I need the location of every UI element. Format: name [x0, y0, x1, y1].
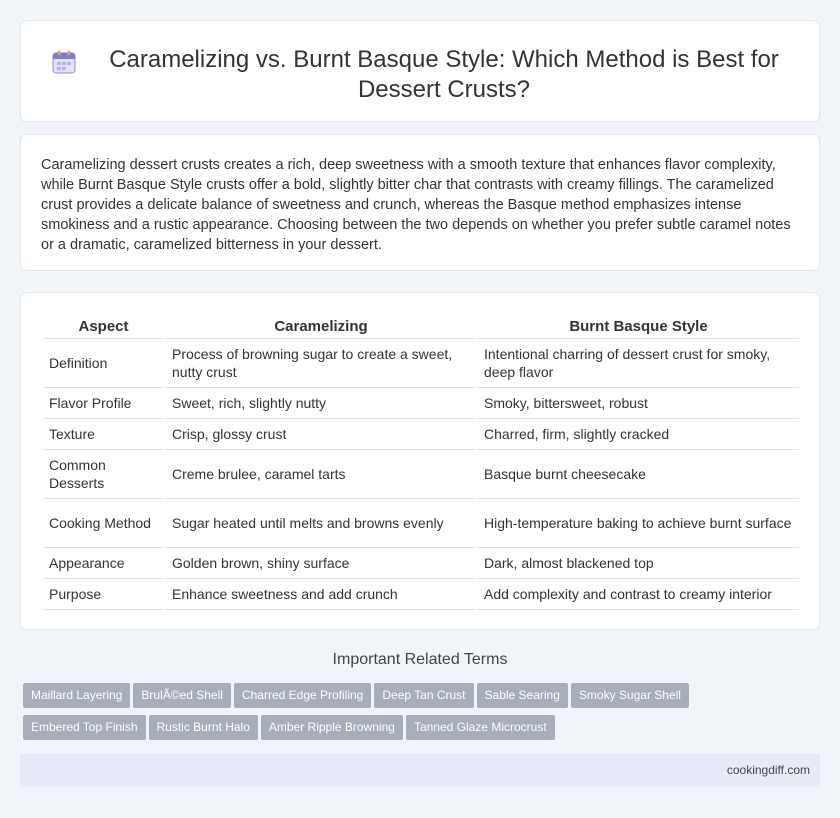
header-aspect: Aspect [43, 315, 165, 338]
row-burnt-basque: Add complexity and contrast to creamy interior [477, 578, 799, 609]
row-burnt-basque: Intentional charring of dessert crust for smoky, deep flavor [477, 338, 799, 387]
term-tag[interactable]: Amber Ripple Browning [261, 715, 403, 740]
row-aspect: Cooking Method [43, 498, 165, 547]
row-burnt-basque: High-temperature baking to achieve burnt surface [477, 498, 799, 547]
table-row [43, 387, 799, 418]
term-tag[interactable]: Maillard Layering [23, 683, 130, 708]
term-tag[interactable]: Tanned Glaze Microcrust [406, 715, 555, 740]
row-caramelizing: Golden brown, shiny surface [165, 547, 477, 578]
row-caramelizing: Crisp, glossy crust [165, 418, 477, 449]
header-burnt-basque: Burnt Basque Style [477, 315, 799, 338]
row-caramelizing: Creme brulee, caramel tarts [165, 449, 477, 498]
term-tag[interactable]: Smoky Sugar Shell [571, 683, 689, 708]
row-caramelizing: Sugar heated until melts and browns evenly [165, 498, 477, 547]
title-card [20, 20, 820, 122]
row-burnt-basque: Smoky, bittersweet, robust [477, 387, 799, 418]
term-tag[interactable]: Embered Top Finish [23, 715, 146, 740]
table-row [43, 418, 799, 449]
row-caramelizing: Process of browning sugar to create a sweet, nutty crust [165, 338, 477, 387]
header-caramelizing: Caramelizing [165, 315, 477, 338]
table-row [43, 547, 799, 578]
row-burnt-basque: Dark, almost blackened top [477, 547, 799, 578]
table-header-row [43, 315, 799, 338]
title-wrap [21, 21, 819, 105]
table-row [43, 449, 799, 498]
table-row [43, 578, 799, 609]
summary-text: Caramelizing dessert crusts creates a rich, deep sweetness with a smooth texture that enhances flavor complexity, while Burnt Basque Style crusts offer a bold, slightly bitter char that contrasts with creamy fillings. The caramelized crust provides a delicate balance of sweetness and crunch, whereas the Basque method emphasizes intense smokiness and a rustic appearance. Choosing between the two depends on whether you prefer subtle caramel notes or a dramatic, caramelized bitterness in your dessert. [41, 157, 791, 253]
term-tag[interactable]: BrulÃ©ed Shell [133, 683, 231, 708]
row-aspect: Flavor Profile [43, 387, 165, 418]
row-aspect: Texture [43, 418, 165, 449]
table-row [43, 338, 799, 387]
term-tag[interactable]: Sable Searing [477, 683, 568, 708]
row-burnt-basque: Charred, firm, slightly cracked [477, 418, 799, 449]
comparison-table [43, 315, 799, 610]
row-aspect: Purpose [43, 578, 165, 609]
table-row [43, 498, 799, 547]
footer-site-link[interactable]: cookingdiff.com [726, 763, 810, 777]
row-burnt-basque: Basque burnt cheesecake [477, 449, 799, 498]
related-terms-heading: Important Related Terms [332, 651, 508, 668]
term-tag[interactable]: Deep Tan Crust [374, 683, 473, 708]
footer [20, 754, 820, 787]
row-caramelizing: Sweet, rich, slightly nutty [165, 387, 477, 418]
summary-card [20, 134, 820, 271]
calendar-icon [51, 49, 77, 75]
related-terms-list [23, 683, 823, 747]
term-tag[interactable]: Rustic Burnt Halo [149, 715, 258, 740]
row-aspect: Appearance [43, 547, 165, 578]
row-aspect: Common Desserts [43, 449, 165, 498]
comparison-card [20, 292, 820, 630]
row-aspect: Definition [43, 338, 165, 387]
page-title: Caramelizing vs. Burnt Basque Style: Which Method is Best for Dessert Crusts? [109, 46, 779, 103]
term-tag[interactable]: Charred Edge Profiling [234, 683, 371, 708]
row-caramelizing: Enhance sweetness and add crunch [165, 578, 477, 609]
